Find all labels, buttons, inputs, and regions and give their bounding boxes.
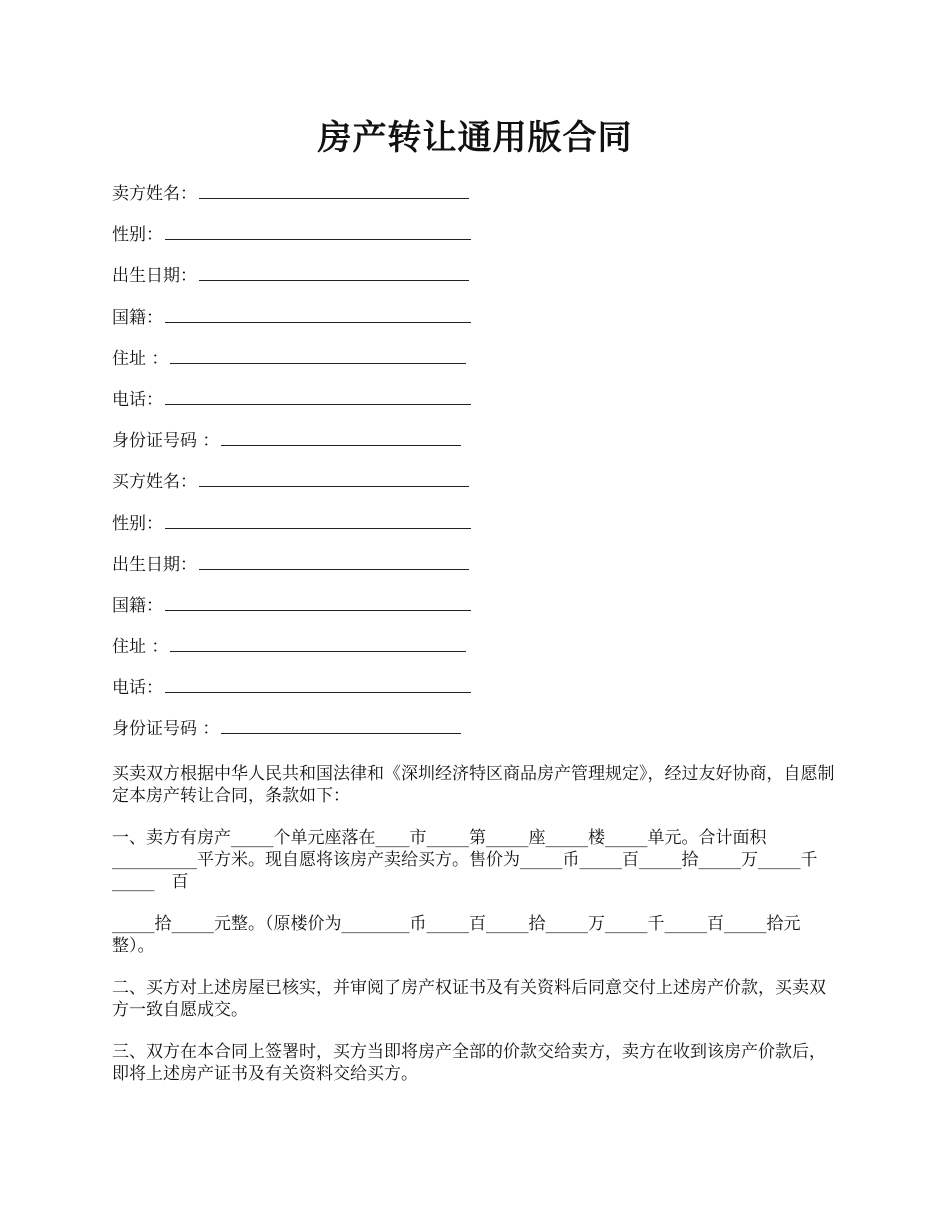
- seller-nationality-field: [112, 306, 838, 347]
- field-label: 出生日期：: [112, 266, 197, 287]
- field-label: 性别：: [112, 513, 163, 534]
- seller-address-field: [112, 347, 838, 388]
- blank-line[interactable]: [165, 223, 471, 240]
- blank-line[interactable]: [199, 182, 469, 199]
- seller-id-field: [112, 429, 838, 470]
- field-label: 身份证号码 ：: [112, 431, 220, 452]
- clause-three-paragraph: 三、双方在本合同上签署时，买方当即将房产全部的价款交给卖方，卖方在收到该房产价款后，即将上述房产证书及有关资料交给买方。: [112, 1041, 826, 1084]
- blank-line[interactable]: [165, 676, 471, 693]
- blank-line[interactable]: [221, 717, 461, 734]
- buyer-address-field: [112, 635, 838, 676]
- buyer-name-field: [112, 470, 838, 511]
- blank-line[interactable]: [165, 594, 471, 611]
- field-label: 住址 ：: [112, 348, 169, 369]
- clause-one-paragraph: 一、卖方有房产_____个单元座落在____市_____第_____座_____楼_____单元。合计面积__________平方米。现自愿将该房产卖给买方。售价为_____币_____百_____拾_____万_____千_____ 百: [112, 827, 818, 892]
- blank-line[interactable]: [170, 347, 466, 364]
- seller-gender-field: [112, 223, 838, 264]
- buyer-nationality-field: [112, 594, 838, 635]
- field-label: 身份证号码 ：: [112, 719, 220, 740]
- clause-one-continued-paragraph: _____拾_____元整。（原楼价为________币_____百_____拾_____万_____千_____百_____拾元整）。: [112, 913, 801, 956]
- clause-two-paragraph: 二、买方对上述房屋已核实，并审阅了房产权证书及有关资料后同意交付上述房产价款，买卖双方一致自愿成交。: [112, 977, 826, 1020]
- field-label: 电话：: [112, 389, 163, 410]
- blank-line[interactable]: [165, 306, 471, 323]
- field-label: 国籍：: [112, 307, 163, 328]
- field-label: 出生日期：: [112, 554, 197, 575]
- field-label: 电话：: [112, 678, 163, 699]
- field-label: 住址 ：: [112, 637, 169, 658]
- blank-line[interactable]: [199, 264, 469, 281]
- blank-line[interactable]: [199, 553, 469, 570]
- buyer-birthdate-field: [112, 553, 838, 594]
- blank-line[interactable]: [165, 388, 471, 405]
- blank-line[interactable]: [221, 429, 461, 446]
- document-title: 房产转让通用版合同: [317, 118, 633, 158]
- blank-line[interactable]: [165, 512, 471, 529]
- field-label: 国籍：: [112, 595, 163, 616]
- seller-birthdate-field: [112, 264, 838, 305]
- field-label: 性别：: [112, 225, 163, 246]
- buyer-phone-field: [112, 676, 838, 717]
- blank-line[interactable]: [170, 635, 466, 652]
- contract-intro-paragraph: 买卖双方根据中华人民共和国法律和《深圳经济特区商品房产管理规定》，经过友好协商，自愿制定本房产转让合同，条款如下：: [112, 763, 835, 806]
- field-label: 卖方姓名：: [112, 184, 197, 204]
- field-label: 买方姓名：: [112, 472, 197, 493]
- seller-name-field: [112, 182, 838, 223]
- buyer-gender-field: [112, 512, 838, 553]
- buyer-id-field: [112, 717, 838, 758]
- seller-phone-field: [112, 388, 838, 429]
- blank-line[interactable]: [199, 470, 469, 487]
